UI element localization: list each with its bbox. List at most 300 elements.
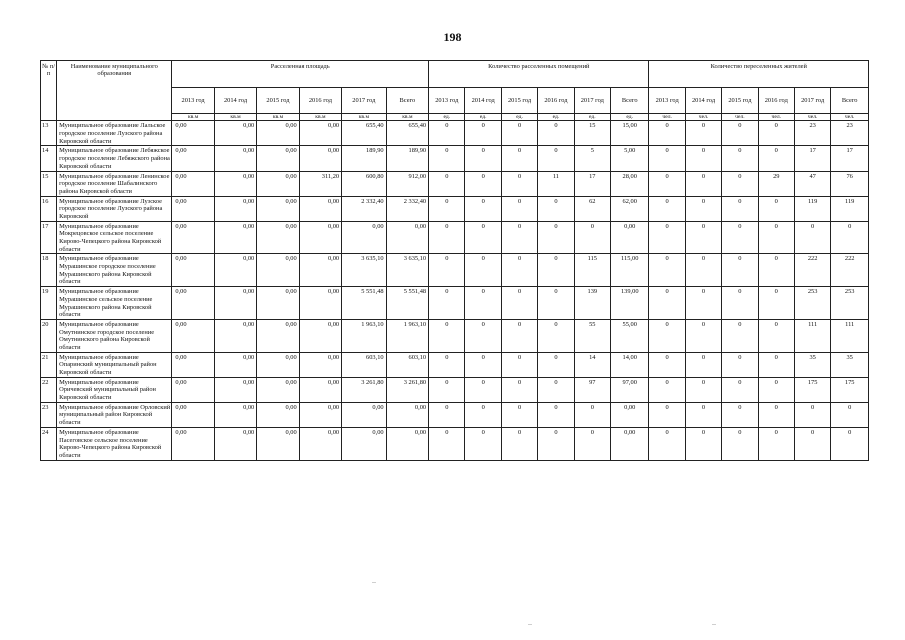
people-cell: 23 [794,121,830,146]
table-row [41,402,869,427]
people-cell: 0 [649,427,685,460]
rooms-cell: 0 [465,146,501,171]
rooms-cell: 0 [465,287,501,320]
rooms-cell: 0 [538,402,574,427]
people-cell: 0 [649,171,685,196]
rooms-cell: 5,00 [610,146,648,171]
area-cell: 0,00 [172,427,214,460]
people-cell: 0 [758,196,794,221]
municipality-name: Муниципальное образование Омутнинское городское поселение Омутнинского района Кировской области [57,319,172,352]
area-cell: 655,40 [342,121,386,146]
page-number: 198 [443,30,462,44]
people-cell: 0 [685,319,721,352]
area-cell: 2 332,40 [342,196,386,221]
rooms-cell: 0 [429,287,465,320]
rooms-cell: 0 [501,287,537,320]
area-cell: 1 963,10 [386,319,429,352]
area-cell: 0,00 [257,427,299,460]
header-group-rooms: Количество расселенных помещений [429,61,649,88]
area-cell: 0,00 [214,146,256,171]
municipality-name: Муниципальное образование Лебяжское городское поселение Лебяжского района Кировской области [57,146,172,171]
area-cell: 912,00 [386,171,429,196]
municipality-name: Муниципальное образование Ленинское городское поселение Шабалинского района Кировской области [57,171,172,196]
area-cell: 0,00 [172,221,214,254]
header-year: 2015 год [722,88,758,114]
header-unit: ед. [429,114,465,121]
municipality-name: Муниципальное образование Пасеговское сельское поселение Кирово-Чепецкого района Кировской области [57,427,172,460]
people-cell: 0 [685,221,721,254]
rooms-cell: 0 [465,121,501,146]
rooms-cell: 0 [538,254,574,287]
people-cell: 0 [722,427,758,460]
rooms-cell: 62 [574,196,610,221]
people-cell: 0 [758,352,794,377]
header-unit: кв.м [342,114,386,121]
people-cell: 222 [794,254,830,287]
rooms-cell: 0 [538,319,574,352]
people-cell: 0 [722,221,758,254]
area-cell: 0,00 [214,196,256,221]
people-cell: 17 [831,146,869,171]
area-cell: 0,00 [299,377,341,402]
area-cell: 0,00 [172,171,214,196]
people-cell: 0 [758,402,794,427]
rooms-cell: 0,00 [610,427,648,460]
table-row [41,377,869,402]
area-cell: 0,00 [299,146,341,171]
header-year: 2013 год [429,88,465,114]
area-cell: 603,10 [386,352,429,377]
area-cell: 0,00 [257,254,299,287]
people-cell: 0 [722,402,758,427]
table-row [41,221,869,254]
people-cell: 0 [649,319,685,352]
people-cell: 0 [758,319,794,352]
people-cell: 0 [722,319,758,352]
area-cell: 1 963,10 [342,319,386,352]
area-cell: 2 332,40 [386,196,429,221]
area-cell: 3 261,80 [342,377,386,402]
row-number: 17 [41,221,57,254]
rooms-cell: 0 [465,377,501,402]
rooms-cell: 0 [465,171,501,196]
table-row [41,121,869,146]
people-cell: 0 [685,254,721,287]
row-number: 24 [41,427,57,460]
row-number: 19 [41,287,57,320]
area-cell: 0,00 [257,196,299,221]
area-cell: 0,00 [257,402,299,427]
people-cell: 0 [722,254,758,287]
header-num: № п/п [41,61,57,121]
area-cell: 0,00 [172,146,214,171]
rooms-cell: 0 [538,221,574,254]
rooms-cell: 97,00 [610,377,648,402]
area-cell: 0,00 [214,254,256,287]
header-year: 2015 год [257,88,299,114]
header-unit: чел. [649,114,685,121]
municipality-name: Муниципальное образование Мурашинское сельское поселение Мурашинского района Кировской области [57,287,172,320]
people-cell: 0 [758,254,794,287]
row-number: 14 [41,146,57,171]
people-cell: 0 [649,402,685,427]
area-cell: 0,00 [386,427,429,460]
row-number: 22 [41,377,57,402]
area-cell: 0,00 [257,146,299,171]
rooms-cell: 0 [465,352,501,377]
scan-mark [528,624,532,625]
area-cell: 0,00 [299,352,341,377]
rooms-cell: 17 [574,171,610,196]
header-year: Всего [610,88,648,114]
rooms-cell: 0 [429,221,465,254]
rooms-cell: 0 [501,171,537,196]
people-cell: 0 [685,146,721,171]
people-cell: 0 [685,121,721,146]
municipality-name: Муниципальное образование Орловский муниципальный район Кировской области [57,402,172,427]
people-cell: 17 [794,146,830,171]
area-cell: 0,00 [214,221,256,254]
area-cell: 0,00 [299,221,341,254]
people-cell: 253 [831,287,869,320]
municipality-name: Муниципальное образование Оричевский муниципальный район Кировской области [57,377,172,402]
people-cell: 0 [758,287,794,320]
rooms-cell: 0 [574,427,610,460]
people-cell: 0 [649,377,685,402]
people-cell: 47 [794,171,830,196]
rooms-cell: 0 [501,427,537,460]
rooms-cell: 0 [538,146,574,171]
people-cell: 0 [649,121,685,146]
people-cell: 0 [649,196,685,221]
people-cell: 0 [685,352,721,377]
table-body [41,121,869,460]
header-year: 2016 год [538,88,574,114]
rooms-cell: 139,00 [610,287,648,320]
people-cell: 0 [685,402,721,427]
area-cell: 3 635,10 [342,254,386,287]
area-cell: 0,00 [214,427,256,460]
rooms-cell: 15,00 [610,121,648,146]
header-row-groups [41,61,869,88]
rooms-cell: 0 [465,427,501,460]
header-unit: ед. [610,114,648,121]
rooms-cell: 15 [574,121,610,146]
header-unit: чел. [722,114,758,121]
area-cell: 3 635,10 [386,254,429,287]
area-cell: 0,00 [172,196,214,221]
table-row [41,319,869,352]
row-number: 23 [41,402,57,427]
header-year: 2016 год [758,88,794,114]
area-cell: 0,00 [342,221,386,254]
people-cell: 253 [794,287,830,320]
people-cell: 0 [649,352,685,377]
people-cell: 0 [685,196,721,221]
people-cell: 0 [722,196,758,221]
rooms-cell: 115,00 [610,254,648,287]
area-cell: 600,80 [342,171,386,196]
rooms-cell: 0 [538,427,574,460]
people-cell: 0 [649,287,685,320]
header-unit: чел. [758,114,794,121]
area-cell: 0,00 [172,377,214,402]
row-number: 20 [41,319,57,352]
rooms-cell: 0 [429,171,465,196]
rooms-cell: 14,00 [610,352,648,377]
rooms-cell: 28,00 [610,171,648,196]
header-unit: кв.м [299,114,341,121]
area-cell: 0,00 [386,402,429,427]
people-cell: 0 [722,377,758,402]
people-cell: 0 [685,427,721,460]
area-cell: 0,00 [299,196,341,221]
header-year: Всего [386,88,429,114]
area-cell: 0,00 [214,402,256,427]
area-cell: 0,00 [214,287,256,320]
header-unit: чел. [794,114,830,121]
header-year: 2014 год [465,88,501,114]
people-cell: 0 [758,427,794,460]
people-cell: 0 [649,254,685,287]
rooms-cell: 0 [429,196,465,221]
rooms-cell: 14 [574,352,610,377]
people-cell: 0 [794,221,830,254]
area-cell: 655,40 [386,121,429,146]
rooms-cell: 0 [501,121,537,146]
header-year: 2014 год [214,88,256,114]
rooms-cell: 0 [538,352,574,377]
rooms-cell: 55,00 [610,319,648,352]
area-cell: 0,00 [257,377,299,402]
area-cell: 0,00 [172,319,214,352]
rooms-cell: 0 [429,402,465,427]
people-cell: 222 [831,254,869,287]
rooms-cell: 0 [501,377,537,402]
rooms-cell: 0 [501,254,537,287]
area-cell: 0,00 [257,287,299,320]
people-cell: 0 [685,287,721,320]
people-cell: 0 [685,171,721,196]
header-year: 2017 год [794,88,830,114]
table-row [41,427,869,460]
rooms-cell: 0 [429,319,465,352]
area-cell: 0,00 [257,121,299,146]
area-cell: 0,00 [299,402,341,427]
people-cell: 0 [722,171,758,196]
table-row [41,196,869,221]
people-cell: 175 [831,377,869,402]
rooms-cell: 0 [538,287,574,320]
area-cell: 0,00 [257,221,299,254]
area-cell: 0,00 [214,377,256,402]
people-cell: 0 [722,352,758,377]
rooms-cell: 0 [538,196,574,221]
table-row [41,146,869,171]
people-cell: 0 [758,146,794,171]
scan-mark [712,624,716,625]
people-cell: 35 [831,352,869,377]
area-cell: 0,00 [299,287,341,320]
area-cell: 0,00 [342,402,386,427]
header-year: 2016 год [299,88,341,114]
people-cell: 0 [649,221,685,254]
people-cell: 0 [831,402,869,427]
row-number: 18 [41,254,57,287]
rooms-cell: 0 [501,221,537,254]
people-cell: 175 [794,377,830,402]
people-cell: 0 [722,287,758,320]
header-name: Наименование муниципального образования [57,61,172,121]
people-cell: 119 [831,196,869,221]
area-cell: 0,00 [214,121,256,146]
rooms-cell: 0 [538,377,574,402]
area-cell: 0,00 [214,352,256,377]
area-cell: 0,00 [257,319,299,352]
municipality-name: Муниципальное образование Мокрецовское сельское поселение Кирово-Чепецкого района Кировской области [57,221,172,254]
rooms-cell: 0 [465,221,501,254]
area-cell: 0,00 [172,402,214,427]
area-cell: 0,00 [386,221,429,254]
rooms-cell: 0 [574,221,610,254]
row-number: 13 [41,121,57,146]
header-year: 2017 год [342,88,386,114]
area-cell: 189,90 [342,146,386,171]
header-year: 2013 год [649,88,685,114]
header-year: Всего [831,88,869,114]
people-cell: 35 [794,352,830,377]
area-cell: 189,90 [386,146,429,171]
header-unit: ед. [574,114,610,121]
municipality-name: Муниципальное образование Опаринский муниципальный район Кировской области [57,352,172,377]
area-cell: 0,00 [299,319,341,352]
people-cell: 0 [831,427,869,460]
rooms-cell: 0 [429,427,465,460]
rooms-cell: 0 [501,352,537,377]
area-cell: 0,00 [172,287,214,320]
header-group-area: Расселенная площадь [172,61,429,88]
rooms-cell: 0 [574,402,610,427]
rooms-cell: 0 [429,146,465,171]
header-year: 2017 год [574,88,610,114]
rooms-cell: 0 [429,121,465,146]
people-cell: 119 [794,196,830,221]
people-cell: 0 [758,221,794,254]
header-unit: ед. [538,114,574,121]
header-year: 2015 год [501,88,537,114]
area-cell: 0,00 [299,254,341,287]
area-cell: 0,00 [214,171,256,196]
header-unit: ед. [465,114,501,121]
header-unit: чел. [831,114,869,121]
people-cell: 0 [758,121,794,146]
scan-mark [372,582,376,583]
table-row [41,171,869,196]
header-unit: ед. [501,114,537,121]
rooms-cell: 55 [574,319,610,352]
area-cell: 5 551,48 [386,287,429,320]
people-cell: 111 [831,319,869,352]
rooms-cell: 115 [574,254,610,287]
header-year: 2013 год [172,88,214,114]
rooms-cell: 62,00 [610,196,648,221]
rooms-cell: 0,00 [610,221,648,254]
rooms-cell: 5 [574,146,610,171]
rooms-cell: 97 [574,377,610,402]
municipality-name: Муниципальное образование Мурашинское городское поселение Мурашинского района Кировской области [57,254,172,287]
rooms-cell: 0 [538,121,574,146]
rooms-cell: 0 [501,196,537,221]
header-unit: кв.м [172,114,214,121]
area-cell: 3 261,80 [386,377,429,402]
people-cell: 23 [831,121,869,146]
people-cell: 0 [649,146,685,171]
area-cell: 0,00 [299,121,341,146]
header-group-people: Количество переселенных жителей [649,61,869,88]
area-cell: 0,00 [172,121,214,146]
rooms-cell: 0 [465,319,501,352]
resettlement-table [40,60,869,461]
people-cell: 0 [794,402,830,427]
table-row [41,254,869,287]
people-cell: 0 [722,121,758,146]
rooms-cell: 0 [501,402,537,427]
area-cell: 0,00 [172,352,214,377]
table-row [41,287,869,320]
header-year: 2014 год [685,88,721,114]
rooms-cell: 139 [574,287,610,320]
rooms-cell: 0 [429,352,465,377]
people-cell: 0 [758,377,794,402]
rooms-cell: 0 [429,377,465,402]
people-cell: 76 [831,171,869,196]
rooms-cell: 0 [465,196,501,221]
people-cell: 0 [685,377,721,402]
area-cell: 0,00 [257,171,299,196]
rooms-cell: 11 [538,171,574,196]
people-cell: 0 [831,221,869,254]
rooms-cell: 0 [465,254,501,287]
people-cell: 111 [794,319,830,352]
people-cell: 29 [758,171,794,196]
header-unit: кв.м [386,114,429,121]
area-cell: 0,00 [342,427,386,460]
rooms-cell: 0 [429,254,465,287]
header-unit: кв.м [257,114,299,121]
area-cell: 311,20 [299,171,341,196]
header-unit: кв.м [214,114,256,121]
area-cell: 0,00 [214,319,256,352]
row-number: 15 [41,171,57,196]
area-cell: 603,10 [342,352,386,377]
rooms-cell: 0 [501,146,537,171]
area-cell: 5 551,48 [342,287,386,320]
area-cell: 0,00 [172,254,214,287]
people-cell: 0 [722,146,758,171]
people-cell: 0 [794,427,830,460]
rooms-cell: 0 [501,319,537,352]
municipality-name: Муниципальное образование Лальское городское поселение Лузского района Кировской области [57,121,172,146]
table-row [41,352,869,377]
row-number: 21 [41,352,57,377]
header-unit: чел. [685,114,721,121]
rooms-cell: 0 [465,402,501,427]
row-number: 16 [41,196,57,221]
area-cell: 0,00 [299,427,341,460]
municipality-name: Муниципальное образование Лузское городское поселение Лузского района Кировской [57,196,172,221]
rooms-cell: 0,00 [610,402,648,427]
area-cell: 0,00 [257,352,299,377]
